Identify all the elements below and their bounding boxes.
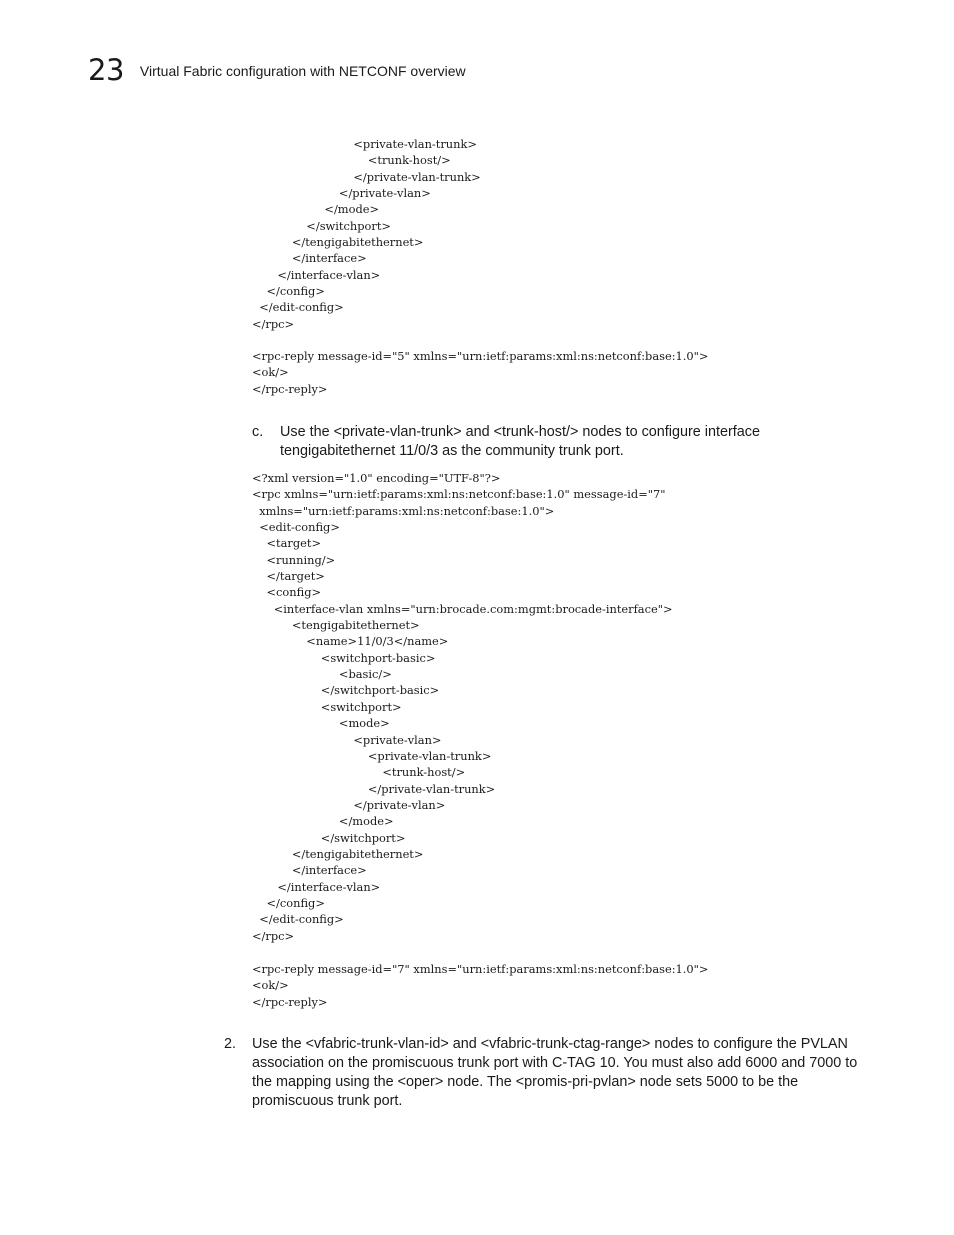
code-block-reply-5: <rpc-reply message-id="5" xmlns="urn:ietf:params:xml:ns:netconf:base:1.0"> <ok/> </rpc-reply>: [252, 349, 709, 396]
step-2-text: Use the <vfabric-trunk-vlan-id> and <vfabric-trunk-ctag-range> nodes to configure the PVLAN association on the promiscuous trunk port with C-TAG 10. You must also add 6000 and 7000 to the mapping using the <oper> node. The <promis-pri-pvlan> node sets 5000 to be the promiscuous trunk port.: [252, 1036, 858, 1109]
code-block-rpc-7: <?xml version="1.0" encoding="UTF-8"?> <rpc xmlns="urn:ietf:params:xml:ns:netconf:base:1.0" message-id="7" xmlns="urn:ietf:params:xml:ns:netconf:base:1.0"> <edit-config> <target> <running/> </target> <config> <interface-vlan xmlns="urn:brocade.com:mgmt:brocade-interface"> <tengigabitethernet> <name>11/0/3</name> <switchport-basic> <basic/> </switchport-basic> <switchport> <mode> <private-vlan> <private-vlan-trunk> <trunk-host/> </private-vlan-trunk> </private-vlan> </mode> </switchport> </tengigabitethernet> </interface> </interface-vlan> </config> </edit-config> </rpc>: [252, 471, 673, 943]
chapter-number: 23: [88, 53, 124, 87]
chapter-title: Virtual Fabric configuration with NETCONF overview: [139, 63, 466, 79]
step-c-label: c.: [252, 424, 264, 440]
step-c-text: Use the <private-vlan-trunk> and <trunk-host/> nodes to configure interface tengigabitethernet 11/0/3 as the community trunk port.: [280, 424, 760, 459]
step-2-label: 2.: [224, 1036, 237, 1052]
page-header: [88, 52, 466, 88]
code-block-reply-7: <rpc-reply message-id="7" xmlns="urn:ietf:params:xml:ns:netconf:base:1.0"> <ok/> </rpc-reply>: [252, 962, 709, 1009]
code-block-continuation: <private-vlan-trunk> <trunk-host/> </private-vlan-trunk> </private-vlan> </mode> </switchport> </tengigabitethernet> </interface> </interface-vlan> </config> </edit-config> </rpc>: [252, 137, 481, 331]
